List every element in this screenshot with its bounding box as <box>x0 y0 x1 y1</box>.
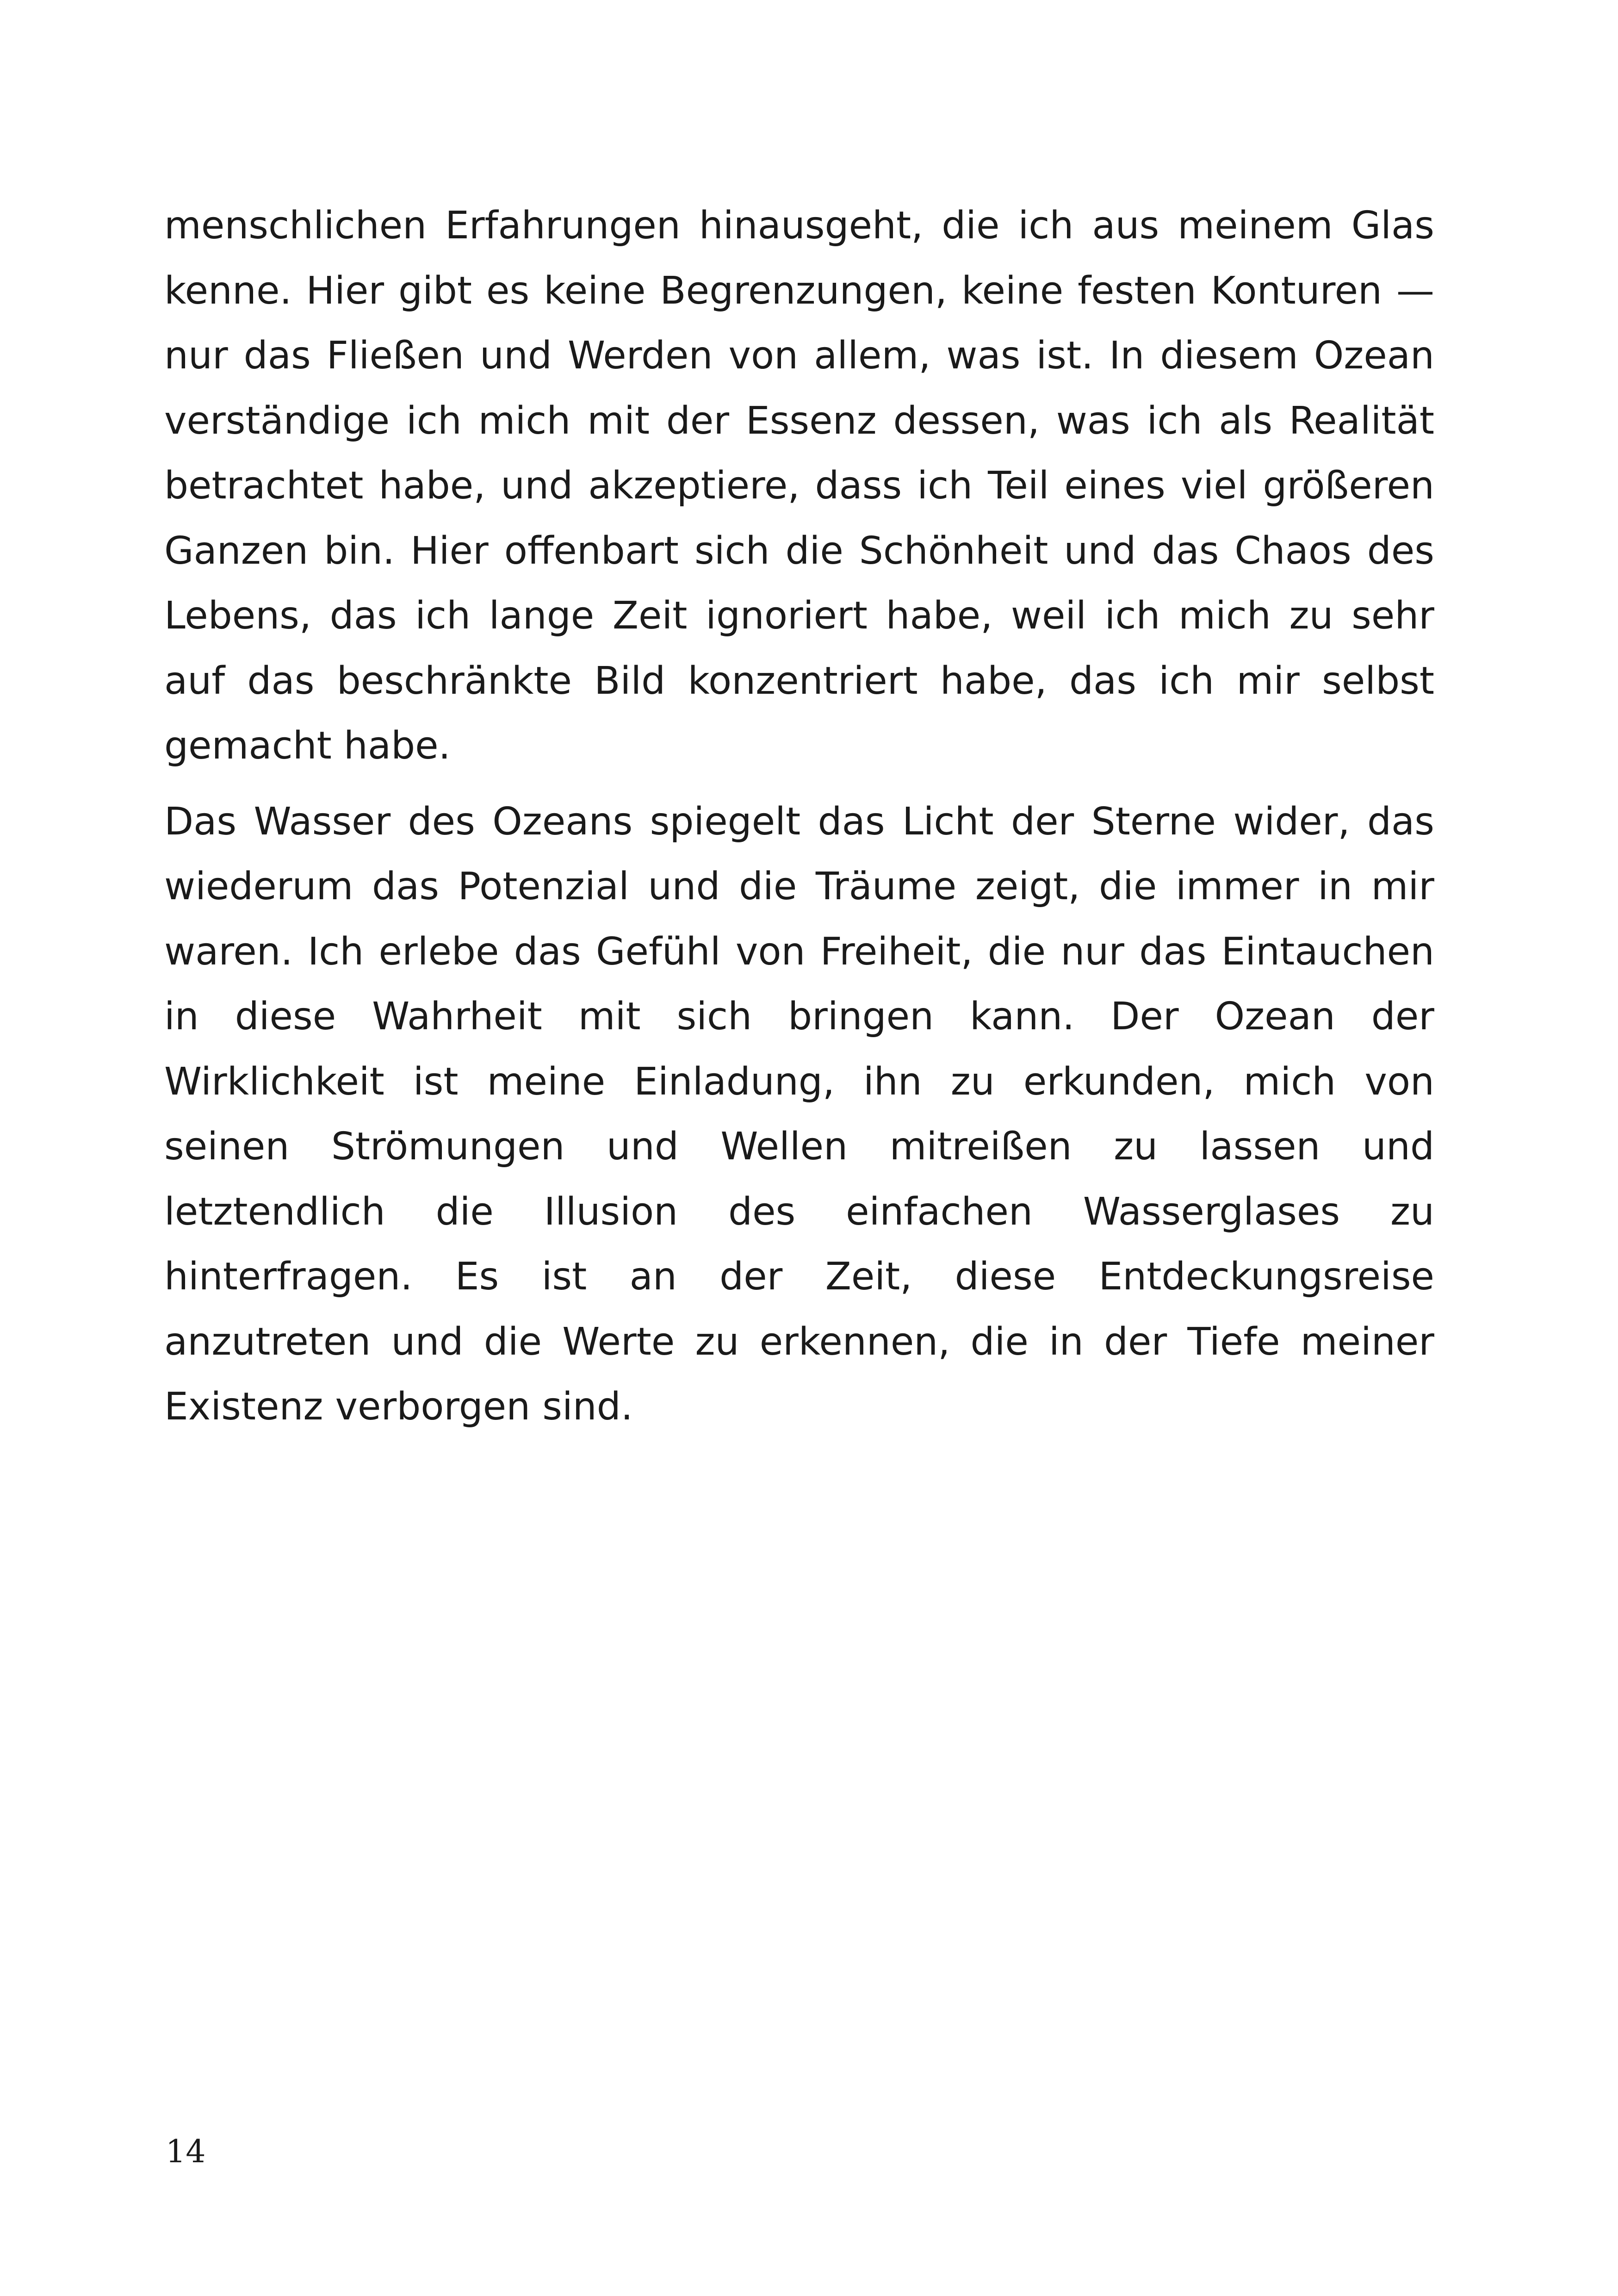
paragraph-1: menschlichen Erfahrungen hinausgeht, die ich aus meinem Glas kenne. Hier gibt es keine Begrenzungen, keine festen Konturen — nur das Fließen und Werden von allem, was ist. In diesem Ozean verständige ich mich mit der Essenz dessen, was ich als Realität betrachtet habe, und akzeptiere, dass ich Teil eines viel größeren Ganzen bin. Hier offenbart sich die Schönheit und das Chaos des Lebens, das ich lange Zeit ignoriert habe, weil ich mich zu sehr auf das beschränkte Bild konzentriert habe, das ich mir selbst gemacht habe. <box>164 204 1434 768</box>
paragraph-2: Das Wasser des Ozeans spiegelt das Licht der Sterne wider, das wiederum das Potenzial und die Träume zeigt, die immer in mir waren. Ich erlebe das Gefühl von Freiheit, die nur das Eintauchen in diese Wahrheit mit sich bringen kann. Der Ozean der Wirklichkeit ist meine Einladung, ihn zu erkunden, mich von seinen Strömungen und Wellen mitreißen zu lassen und letztendlich die Illusion des einfachen Wasserglases zu hinterfragen. Es ist an der Zeit, diese Entdeckungsreise anzutreten und die Werte zu erkennen, die in der Tiefe meiner Existenz verborgen sind. <box>164 799 1434 1429</box>
body-text <box>164 193 1434 1440</box>
page-number: 14 <box>166 2134 206 2170</box>
